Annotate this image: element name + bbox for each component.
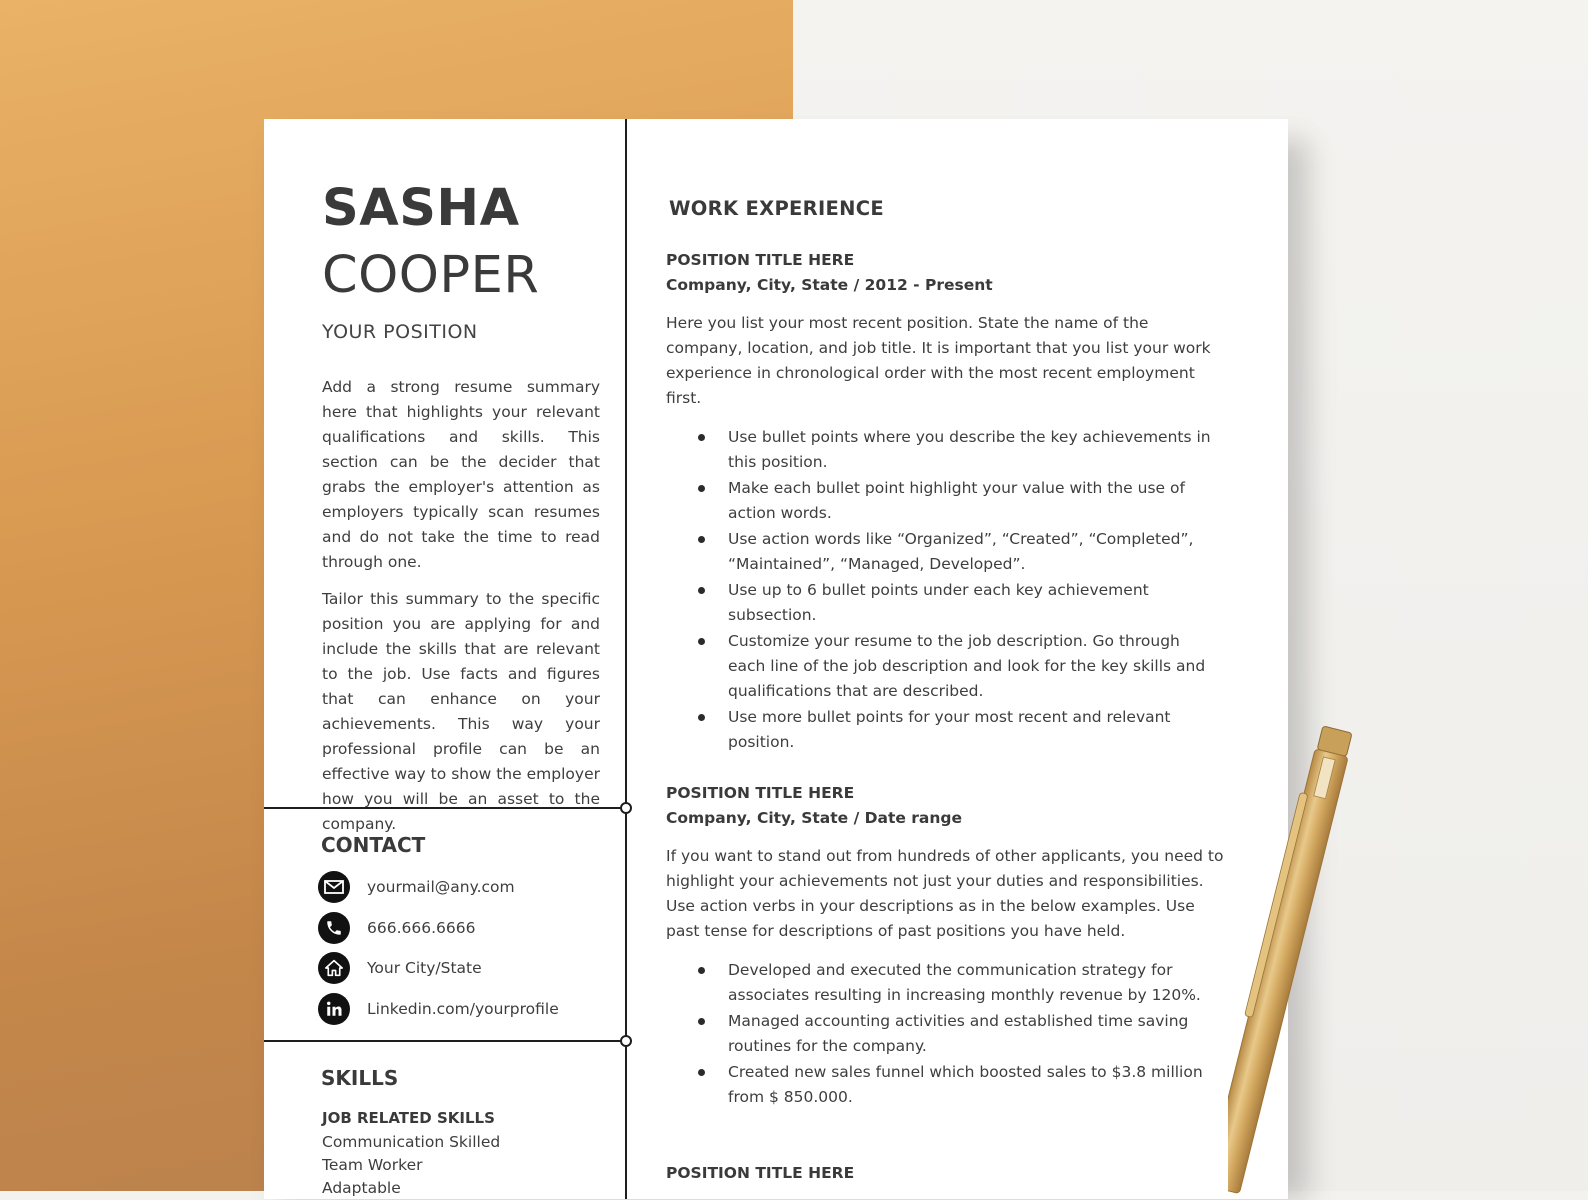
bullet-text: Use up to 6 bullet points under each key achievement subsection. <box>728 581 1149 624</box>
contact-linkedin: Linkedin.com/yourprofile <box>367 999 559 1018</box>
bullet-dot <box>698 638 705 645</box>
bullet-dot <box>698 714 705 721</box>
job-bullets <box>666 958 1226 1110</box>
home-icon <box>318 952 350 984</box>
contact-location: Your City/State <box>367 959 482 978</box>
phone-icon <box>318 912 350 944</box>
bullet-text: Use action words like “Organized”, “Created”, “Completed”, “Maintained”, “Managed, Developed”. <box>728 530 1194 573</box>
email-icon <box>318 871 350 903</box>
bullet-dot <box>698 967 705 974</box>
resume-page <box>264 119 1288 1199</box>
linkedin-icon <box>318 993 350 1025</box>
bullet-text: Use more bullet points for your most recent and relevant position. <box>728 708 1171 751</box>
contact-phone: 666.666.6666 <box>367 918 476 937</box>
position-title: YOUR POSITION <box>322 321 478 343</box>
section-divider-skills <box>264 1040 626 1042</box>
bullet-item <box>666 1060 1218 1110</box>
bullet-text: Use bullet points where you describe the key achievements in this position. <box>728 428 1211 471</box>
contact-item-location[interactable] <box>318 948 559 989</box>
summary-paragraph: Tailor this summary to the specific position you are applying for and include the skills that are relevant to the job. Use facts and figures that can enhance on your achievements. This way your professional profile can be an effective way to show the employer how you will be an asset to the company. <box>322 590 600 833</box>
pen-icon <box>1228 720 1378 1200</box>
bullet-text: Created new sales funnel which boosted sales to $3.8 million from $ 850.000. <box>728 1063 1203 1106</box>
bullet-item <box>666 476 1218 526</box>
skills-heading: SKILLS <box>321 1066 399 1090</box>
skill-item: Communication Skilled <box>322 1133 501 1151</box>
bullet-dot <box>698 1069 705 1076</box>
divider-node <box>620 1035 632 1047</box>
bullet-dot <box>698 587 705 594</box>
bullet-text: Managed accounting activities and established time saving routines for the company. <box>728 1012 1189 1055</box>
bullet-text: Developed and executed the communication strategy for associates resulting in increasing monthly revenue by 120%. <box>728 961 1201 1004</box>
bullet-item <box>666 578 1218 628</box>
job-meta: Company, City, State / Date range <box>666 809 963 827</box>
job-bullets <box>666 425 1226 755</box>
contact-item-email[interactable] <box>318 867 559 908</box>
bullet-text: Make each bullet point highlight your value with the use of action words. <box>728 479 1185 522</box>
bullet-item <box>666 425 1218 475</box>
job-entry <box>666 1161 1226 1186</box>
work-experience-heading: WORK EXPERIENCE <box>669 197 885 220</box>
skills-subheading: JOB RELATED SKILLS <box>322 1109 495 1127</box>
bullet-item <box>666 958 1218 1008</box>
job-title: POSITION TITLE HERE <box>666 251 855 269</box>
job-description: Here you list your most recent position. State the name of the company, location, and job title. It is important that you list your work experience in chronological order with the most recent employment first. <box>666 314 1211 407</box>
contact-item-linkedin[interactable] <box>318 989 559 1030</box>
job-meta: Company, City, State / 2012 - Present <box>666 276 993 294</box>
job-title: POSITION TITLE HERE <box>666 784 855 802</box>
job-description: If you want to stand out from hundreds of other applicants, you need to highlight your achievements not just your duties and responsibilities. Use action verbs in your descriptions as in the below examples. Use past tense for descriptions of past positions you have held. <box>666 847 1224 940</box>
skill-item: Adaptable <box>322 1179 401 1197</box>
bullet-dot <box>698 485 705 492</box>
bullet-dot <box>698 1018 705 1025</box>
bullet-item <box>666 629 1218 704</box>
bullet-item <box>666 527 1218 577</box>
summary-paragraph: Add a strong resume summary here that highlights your relevant qualifications and skills. This section can be the decider that grabs the employer's attention as employers typically scan resumes and do not take the time to read through one. <box>322 378 600 571</box>
bullet-text: Customize your resume to the job description. Go through each line of the job description and look for the key skills and qualifications that are described. <box>728 632 1206 700</box>
skills-list <box>322 1131 500 1199</box>
contact-heading: CONTACT <box>321 833 426 857</box>
job-entry <box>666 781 1226 1111</box>
bullet-dot <box>698 434 705 441</box>
contact-email: yourmail@any.com <box>367 878 515 897</box>
skill-item: Team Worker <box>322 1156 423 1174</box>
job-entry <box>666 248 1226 756</box>
name-last: COOPER <box>322 246 540 305</box>
name-first: SASHA <box>322 179 520 238</box>
bullet-item <box>666 705 1218 755</box>
bullet-item <box>666 1009 1218 1059</box>
contact-list <box>318 867 559 1029</box>
divider-node <box>620 802 632 814</box>
bullet-dot <box>698 536 705 543</box>
job-title: POSITION TITLE HERE <box>666 1164 855 1182</box>
summary <box>322 375 600 849</box>
contact-item-phone[interactable] <box>318 908 559 949</box>
